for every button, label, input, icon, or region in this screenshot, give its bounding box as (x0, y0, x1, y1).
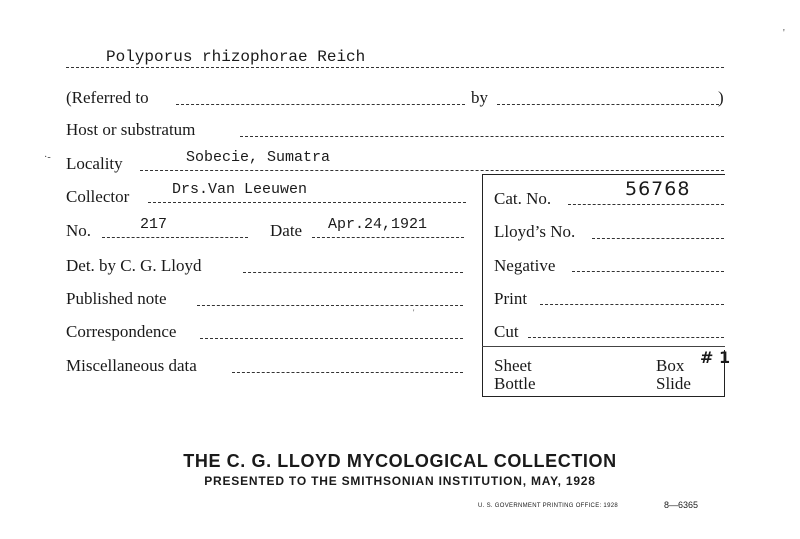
misc-label: Miscellaneous data (66, 356, 197, 375)
date-value: Apr.24,1921 (328, 216, 428, 233)
right-box-divider (482, 346, 725, 347)
bottle-label: Bottle (494, 374, 536, 393)
negative-label: Negative (494, 256, 556, 275)
print-office-note: U. S. GOVERNMENT PRINTING OFFICE: 1928 (478, 503, 618, 509)
published-line[interactable] (197, 305, 463, 306)
cut-label: Cut (494, 322, 519, 341)
host-label: Host or substratum (66, 120, 196, 139)
referred-to-line[interactable] (176, 104, 465, 105)
referred-to-label: (Referred to (66, 88, 149, 107)
speck-mark: ' (413, 308, 415, 317)
form-code: 8—6365 (664, 500, 699, 510)
no-line[interactable] (102, 237, 248, 238)
det-label: Det. by C. G. Lloyd (66, 256, 202, 275)
correspondence-label: Correspondence (66, 322, 177, 341)
collector-value: Drs.Van Leeuwen (172, 181, 308, 198)
cat-no-value: 56768 (625, 178, 691, 200)
by-label: by (471, 88, 488, 107)
lloyds-no-line[interactable] (592, 238, 724, 239)
det-line[interactable] (243, 272, 463, 273)
collection-subtitle: PRESENTED TO THE SMITHSONIAN INSTITUTION, MAY, 1928 (204, 474, 596, 488)
right-box-left-border (482, 174, 483, 397)
by-line[interactable] (497, 104, 719, 105)
correspondence-line[interactable] (200, 338, 463, 339)
misc-line[interactable] (232, 372, 463, 373)
print-label: Print (494, 289, 528, 308)
collection-title: THE C. G. LLOYD MYCOLOGICAL COLLECTION (183, 451, 617, 471)
collector-line[interactable] (148, 202, 466, 203)
no-label: No. (66, 221, 92, 240)
cut-line[interactable] (528, 337, 724, 338)
sheet-label: Sheet (494, 356, 532, 375)
lloyds-no-label: Lloyd’s No. (494, 222, 576, 241)
collector-label: Collector (66, 187, 130, 206)
locality-line[interactable] (140, 170, 724, 171)
cat-no-label: Cat. No. (494, 189, 552, 208)
host-line[interactable] (240, 136, 724, 137)
print-line[interactable] (540, 304, 724, 305)
close-paren: ) (718, 88, 724, 107)
slide-label: Slide (656, 374, 691, 393)
box-label: Box (656, 356, 685, 375)
species-name: Polyporus rhizophorae Reich (106, 48, 366, 66)
right-box-bottom-border (482, 396, 725, 397)
date-line[interactable] (312, 237, 464, 238)
margin-mark: ·- (44, 152, 51, 163)
cat-no-line[interactable] (568, 204, 724, 205)
no-value: 217 (140, 216, 168, 233)
negative-line[interactable] (572, 271, 724, 272)
date-label: Date (270, 221, 303, 240)
edge-mark: ' (783, 28, 785, 39)
published-label: Published note (66, 289, 167, 308)
locality-value: Sobecie, Sumatra (186, 149, 331, 166)
box-value: # 1 (700, 348, 731, 367)
species-line (66, 67, 724, 68)
locality-label: Locality (66, 154, 123, 173)
right-box-top-border (482, 174, 725, 175)
